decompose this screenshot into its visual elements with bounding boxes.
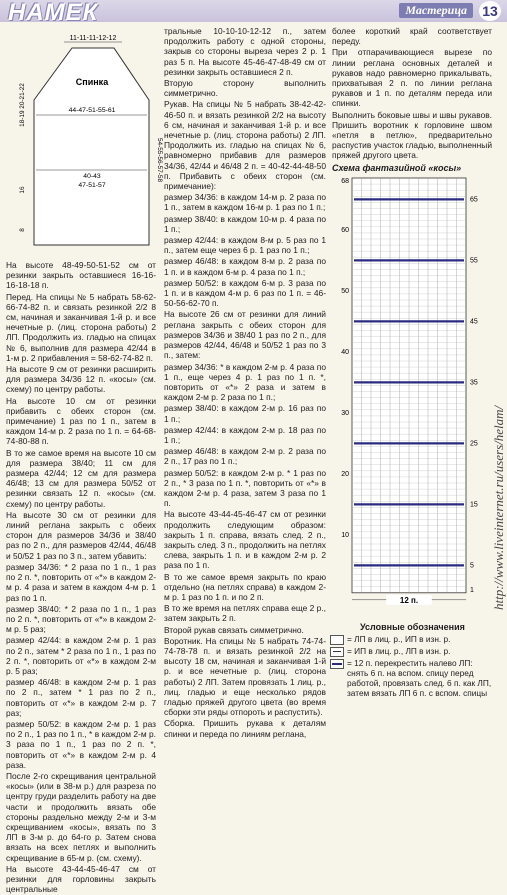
right-row-tick: 5 [470, 562, 474, 570]
paragraph: На высоте 26 см от резинки для линий реглана закрыть с обеих сторон для размеров 34/36 и 38/40 1 раз по 2 п., для размеров 42/44, 46/48 и 50/52 1 раз по 3 п., затем: [164, 309, 326, 361]
chart-title: Схема фантазийной «косы» [332, 163, 462, 173]
paragraph: На высоте 48-49-50-51-52 см от резинки закрыть оставшиеся 16-16-16-18-18 п. [6, 260, 156, 291]
right-row-tick: 15 [470, 501, 478, 509]
header-bar [0, 0, 507, 26]
paragraph: размер 50/52: в каждом 2-м р. * 1 раз по 2 п., * 3 раза по 1 п. *, повторить от «*» в каждом 2-м р. 4 раза, затем 3 раза по 1 п. [164, 467, 326, 509]
left-row-tick: 60 [341, 226, 349, 234]
paragraph: Вторую сторону выполнить симметрично. [164, 78, 326, 99]
paragraph: тральные 10-10-10-12-12 п., затем продолжить работу с одной стороны, закрыв со стороны выреза через 2 р. 1 раз 5 п. На высоте 45-46-47-48-49 см от резинки закрыть оставшиеся 2 п. [164, 26, 326, 77]
paragraph: размер 50/52: в каждом 6-м р. 3 раза по 1 п. и в каждом 4-м р. 6 раз по 1 п. = 46-50-56-62-70 п. [164, 277, 326, 309]
label-top: 11-11-11-12-12 [69, 35, 117, 42]
paragraph: размер 50/52: в каждом 2-м р. 1 раз по 2 п., 1 раз по 1 п., * в каждом 2-м р. 3 раза по 1 п., 1 раз по 2 п. *, повторить от «*» в каждом 2-м р. 4 раза. [6, 718, 156, 770]
paragraph: размер 46/48: в каждом 2-м р. 2 раза по 2 п., 17 раз по 1 п.; [164, 446, 326, 467]
label-right: 54-55-56-57-58 [156, 137, 163, 183]
back-pattern-diagram [14, 30, 162, 260]
paragraph: На высоте 10 см от резинки прибавить с обеих сторон (см. примечание) 1 раз по 1 п., затем в каждом 14-м р. 2 раза по 1 п. = 64-68-74-80-88 п. [6, 395, 156, 447]
paragraph: размер 38/40: * 2 раза по 1 п., 1 раз по 2 п. *, повторить от «*» в каждом 2-м р. 5 раз; [6, 603, 156, 635]
left-row-tick: 10 [341, 531, 349, 539]
paragraph: Перед. На спицы № 5 набрать 58-62-66-74-82 п. и связать резинкой 2/2 8 см, начиная и заканчивая 1-й р. и все нечетные р. (лиц. сторона работы) 2 ЛП. Продолжить из. гладью на спицах № 6, выполнив для размера 42/44 в 1-м р. 2 прибавления = 58-62-74-82 п. [6, 291, 156, 363]
left-row-tick: 40 [341, 348, 349, 356]
purl-symbol-icon [330, 647, 344, 657]
right-row-tick: 45 [470, 318, 478, 326]
legend-text: = 12 п. перекрестить налево ЛП: снять 6 п. на вспом. спицу перед работой, провязать след. 6 п. как ЛП, затем вязать ЛП 6 п. с вспом. спицы [347, 658, 492, 698]
label-bottom-2: 47-51-57 [78, 182, 106, 189]
cable-chart [332, 172, 487, 618]
right-row-tick: 1 [470, 586, 474, 594]
watermark-url: http://www.liveinternet.ru/users/helam/ [491, 405, 506, 610]
legend [330, 634, 495, 699]
brand-logo: НАМЕК [8, 0, 99, 26]
paragraph: более короткий край соответствует переду. [332, 26, 492, 47]
masthead: Мастерица [399, 3, 473, 18]
paragraph: размер 42/44: в каждом 8-м р. 5 раз по 1 п., затем еще через 6 р. 1 раз по 1 п.; [164, 235, 326, 256]
label-left-lower-1: 16 [19, 186, 26, 194]
paragraph: В то же самое время на высоте 10 см для размера 38/40; 11 см для размера 42/44; 12 см для размера 46/48; 13 см для размера 50/52 от резинки связать 12 п. «косы» (см. схему) по центру работы. [6, 447, 156, 509]
paragraph: При отпарачивающиеся вырезе по линии реглана основных деталей и рукавов надо равномерно прикалывать, прихватывая 2 п. по линии реглана рукавов и 1 п. по деталям переда или спинки. [332, 47, 492, 109]
diagram-title: Спинка [75, 77, 109, 87]
left-row-tick: 30 [341, 409, 349, 417]
label-left-upper: 18-19 20-21-22 [19, 83, 26, 127]
paragraph: размер 46/48: в каждом 8-м р. 2 раза по 1 п. и в каждом 6-м р. 4 раза по 1 п.; [164, 256, 326, 277]
knit-symbol-icon [330, 635, 344, 645]
legend-item [330, 634, 495, 645]
text-column-3 [332, 26, 492, 162]
paragraph: Рукав. На спицы № 5 набрать 38-42-42-46-50 п. и вязать резинкой 2/2 на высоту 6 см, начиная и заканчивая 1-й р. и все нечетные р. (лиц. сторона работы) 2 ЛП. Продолжить из. гладью на спицах № 6, равномерно прибавив для размеров 34/36, 42/44 и 46/48 2 п. = 40-42-44-48-50 п. Прибавить с обеих сторон (см. примечание): [164, 99, 326, 192]
page-number: 13 [479, 1, 501, 21]
cable-cross-icon [330, 659, 344, 669]
paragraph: На высоте 30 см от резинки для линий реглана закрыть с обеих сторон для размеров 34/36 и 38/40 раз по 2 п., для размеров 42/44, 46/48 и 50/52 1 раз по 3 п., затем убавить: [6, 509, 156, 561]
paragraph: размер 46/48: в каждом 2-м р. 1 раз по 2 п., затем * 1 раз по 2 п., повторить от «*» в каждом 2-м р. 7 раз; [6, 677, 156, 718]
right-row-tick: 35 [470, 379, 478, 387]
paragraph: Второй рукав связать симметрично. [164, 624, 304, 635]
legend-text: = ЛП в лиц. р., ИП в изн. р. [347, 634, 451, 644]
legend-item [330, 658, 495, 698]
paragraph: На высоте 9 см от резинки расширить для размера 34/36 12 п. «косы» (см. схему) по центру работы. [6, 364, 156, 395]
paragraph: размер 34/36: * 2 раза по 1 п., 1 раз по 2 п. *, повторить от «*» в каждом 2-м р. 4 раза и затем в каждом 4-м р. 1 раз по 1 п. [6, 561, 156, 603]
paragraph: Выполнить боковые швы и швы рукавов. Пришить воротник к горловине швом «петля в петлю», предварительно распустив участок гладью, выполненный пряжей другого цвета. [332, 109, 492, 161]
text-column-2 [164, 26, 326, 740]
label-left-lower-2: 8 [19, 228, 26, 232]
paragraph: После 2-го скрещивания центральной «косы» (или в 38-м р.) для разреза по центру груди разделить работу на две части и продолжить вязать обе стороны раздельно между 2-м и 3-м скрещиванием «косы», вязать по 3 ЛП в 3-м р. до 64-го р. Затем снова вязать на всех петлях и выполнить скрещивание в 65-м р. (см. схему). [6, 770, 156, 863]
legend-text: = ИП в лиц. р., ЛП в изн. р. [347, 646, 451, 656]
right-row-tick: 65 [470, 196, 478, 204]
paragraph: Сборка. Пришить рукава к деталям спинки и переда по линиям реглана, [164, 718, 326, 739]
paragraph: размер 38/40: в каждом 2-м р. 16 раз по 1 п.; [164, 403, 326, 424]
paragraph: размер 42/44: в каждом 2-м р. 18 раз по 1 п.; [164, 424, 326, 445]
paragraph: На высоте 43-44-45-46-47 см от резинки для горловины закрыть центральные [6, 863, 156, 895]
label-bottom-1: 40-43 [83, 173, 101, 180]
paragraph: Воротник. На спицы № 5 набрать 74-74-74-78-78 п. и вязать резинкой 2/2 на высоту 18 см, начиная и заканчивая 1-й р. и все нечетные р. (лиц. сторона работы) 2 ЛП. Затем провязать 1 лиц. р., лиц. гладью и еще несколько рядов гладью пряжей другого цвета (во время сборки эти ряды отпороть и распустить). [164, 635, 326, 718]
label-mid: 44-47-51-55-61 [68, 107, 116, 114]
left-row-tick: 50 [341, 287, 349, 295]
paragraph: В то же время на петлях справа еще 2 р., затем закрыть 2 п. [164, 603, 326, 624]
legend-title: Условные обозначения [360, 622, 465, 632]
text-column-1 [6, 260, 156, 895]
left-row-tick: 68 [341, 178, 349, 186]
paragraph: На высоте 43-44-45-46-47 см от резинки продолжить следующим образом: закрыть 1 п. справа, вязать след. 2 п., закрыть след. 3 п., продолжить на петлях слева, закрыть 1 п. и в каждом 2-м р. 2 раза по 1 п. [164, 509, 326, 571]
chart-width-label: 12 п. [399, 595, 419, 605]
paragraph: размер 38/40: в каждом 10-м р. 4 раза по 1 п.; [164, 213, 326, 234]
left-row-tick: 20 [341, 470, 349, 478]
paragraph: В то же самое время закрыть по краю отдельно (на петлях справа) в каждом 2-м р. 1 раз по 1 п. и по 2 п. [164, 571, 326, 602]
paragraph: размер 42/44: в каждом 2-м р. 1 раз по 2 п., затем * 2 раза по 1 п., 1 раз по 2 п. *, повторить от «*» в каждом 2-м р. 5 раз; [6, 635, 156, 676]
right-row-tick: 25 [470, 440, 478, 448]
paragraph: размер 34/36: в каждом 14-м р. 2 раза по 1 п., затем в каждом 16-м р. 1 раз по 1 п.; [164, 192, 326, 213]
right-row-tick: 55 [470, 257, 478, 265]
paragraph: размер 34/36: * в каждом 2-м р. 4 раза по 1 п., еще через 4 р. 1 раз по 1 п. *, повторить от «*» 2 раза и затем в каждом 2-м р. 2 раза по 1 п.; [164, 361, 326, 403]
legend-item [330, 646, 495, 657]
